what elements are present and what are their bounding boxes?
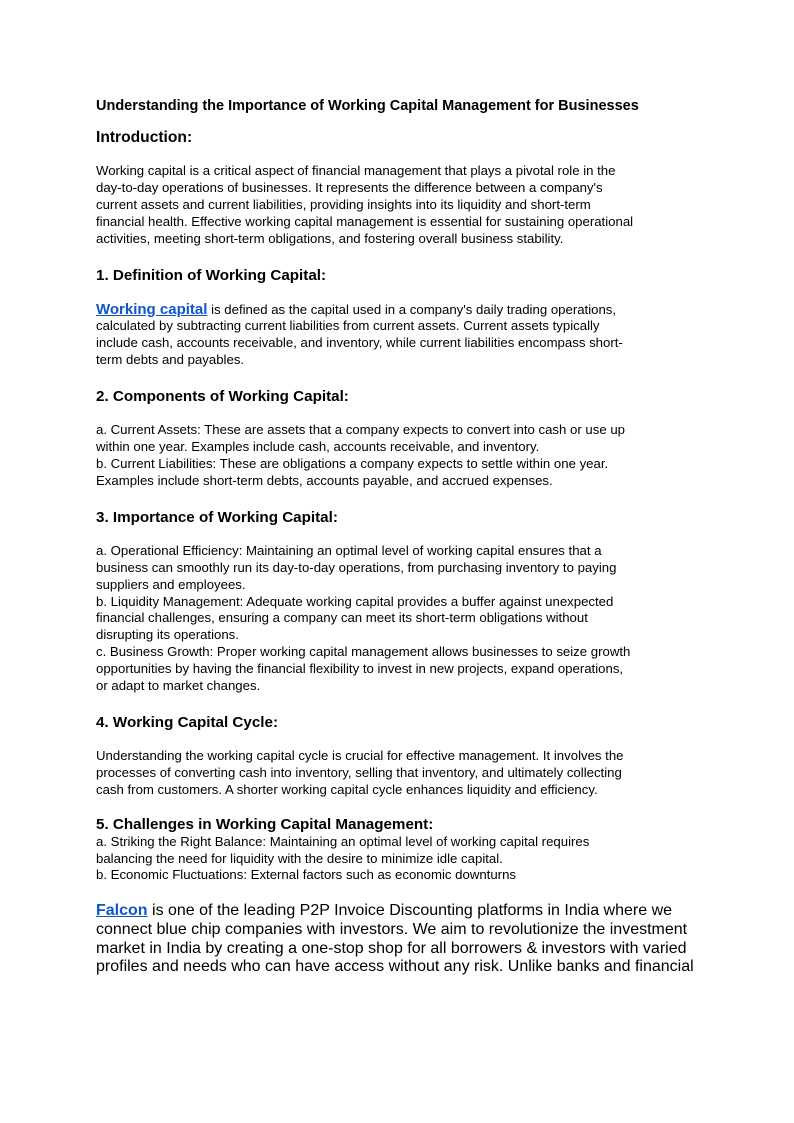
section-3-line: a. Operational Efficiency: Maintaining an optimal level of working capital ensures that a — [96, 542, 602, 558]
intro-line: Working capital is a critical aspect of financial management that plays a pivotal role in the — [96, 163, 616, 178]
section-4-paragraph — [96, 748, 701, 799]
section-3-paragraph — [96, 543, 701, 695]
section-3-heading: 3. Importance of Working Capital: — [96, 508, 338, 526]
intro-paragraph — [96, 163, 701, 248]
section-5-line: b. Economic Fluctuations: External factors such as economic downturns — [96, 867, 516, 883]
falcon-first-line — [96, 902, 701, 921]
section-4-line: cash from customers. A shorter working capital cycle enhances liquidity and efficiency. — [96, 781, 598, 797]
section-1-first-line — [96, 302, 701, 319]
section-5-line: balancing the need for liquidity with the desire to minimize idle capital. — [96, 850, 503, 866]
document-title: Understanding the Importance of Working Capital Management for Businesses — [96, 98, 639, 114]
section-3-line: business can smoothly run its day-to-day operations, from purchasing inventory to paying — [96, 559, 617, 575]
intro-line: activities, meeting short-term obligations, and fostering overall business stability. — [96, 230, 564, 246]
section-1-line: calculated by subtracting current liabilities from current assets. Current assets typically — [96, 318, 600, 334]
section-5-line: a. Striking the Right Balance: Maintaining an optimal level of working capital requires — [96, 833, 590, 849]
section-4-heading: 4. Working Capital Cycle: — [96, 713, 279, 731]
intro-line: financial health. Effective working capital management is essential for sustaining operational — [96, 213, 634, 229]
working-capital-link[interactable]: Working capital — [96, 300, 208, 318]
section-2-heading: 2. Components of Working Capital: — [96, 388, 349, 406]
section-5-heading: 5. Challenges in Working Capital Management: — [96, 815, 434, 833]
section-3-line: b. Liquidity Management: Adequate working capital provides a buffer against unexpected — [96, 593, 614, 609]
falcon-first-line-text: is one of the leading P2P Invoice Discounting platforms in India where we — [147, 902, 673, 920]
section-2-paragraph — [96, 422, 701, 490]
intro-line: current assets and current liabilities, providing insights into its liquidity and short-term — [96, 196, 591, 212]
section-1-first-line-text: is defined as the capital used in a company's daily trading operations, — [207, 301, 617, 317]
intro-line: day-to-day operations of businesses. It represents the difference between a company's — [96, 179, 603, 195]
section-3-line: disrupting its operations. — [96, 627, 239, 643]
section-3-line: financial challenges, ensuring a company can meet its short-term obligations without — [96, 610, 588, 626]
section-2-line: b. Current Liabilities: These are obligations a company expects to settle within one year. — [96, 455, 609, 471]
section-3-line: c. Business Growth: Proper working capital management allows businesses to seize growth — [96, 644, 631, 660]
section-2-line: a. Current Assets: These are assets that a company expects to convert into cash or use up — [96, 422, 625, 438]
intro-heading: Introduction: — [96, 129, 193, 146]
falcon-paragraph — [96, 902, 701, 977]
section-4-line: processes of converting cash into inventory, selling that inventory, and ultimately collecting — [96, 764, 622, 780]
section-1-paragraph — [96, 302, 701, 370]
section-1-line: term debts and payables. — [96, 352, 245, 368]
section-2-line: Examples include short-term debts, accounts payable, and accrued expenses. — [96, 472, 553, 488]
section-3-line: suppliers and employees. — [96, 576, 246, 592]
falcon-line: market in India by creating a one-stop shop for all borrowers & investors with varied — [96, 939, 687, 957]
section-3-line: opportunities by having the financial flexibility to invest in new projects, expand operations, — [96, 661, 624, 677]
section-1-line: include cash, accounts receivable, and inventory, while current liabilities encompass short- — [96, 335, 623, 351]
falcon-line: connect blue chip companies with investors. We aim to revolutionize the investment — [96, 921, 688, 939]
section-1-heading: 1. Definition of Working Capital: — [96, 266, 327, 284]
section-5-paragraph — [96, 834, 701, 885]
falcon-link[interactable]: Falcon — [96, 902, 148, 920]
section-4-line: Understanding the working capital cycle is crucial for effective management. It involves the — [96, 747, 624, 763]
falcon-line: profiles and needs who can have access without any risk. Unlike banks and financial — [96, 958, 694, 976]
document-page — [96, 96, 701, 977]
section-3-line: or adapt to market changes. — [96, 678, 261, 694]
section-2-line: within one year. Examples include cash, accounts receivable, and inventory. — [96, 439, 540, 455]
